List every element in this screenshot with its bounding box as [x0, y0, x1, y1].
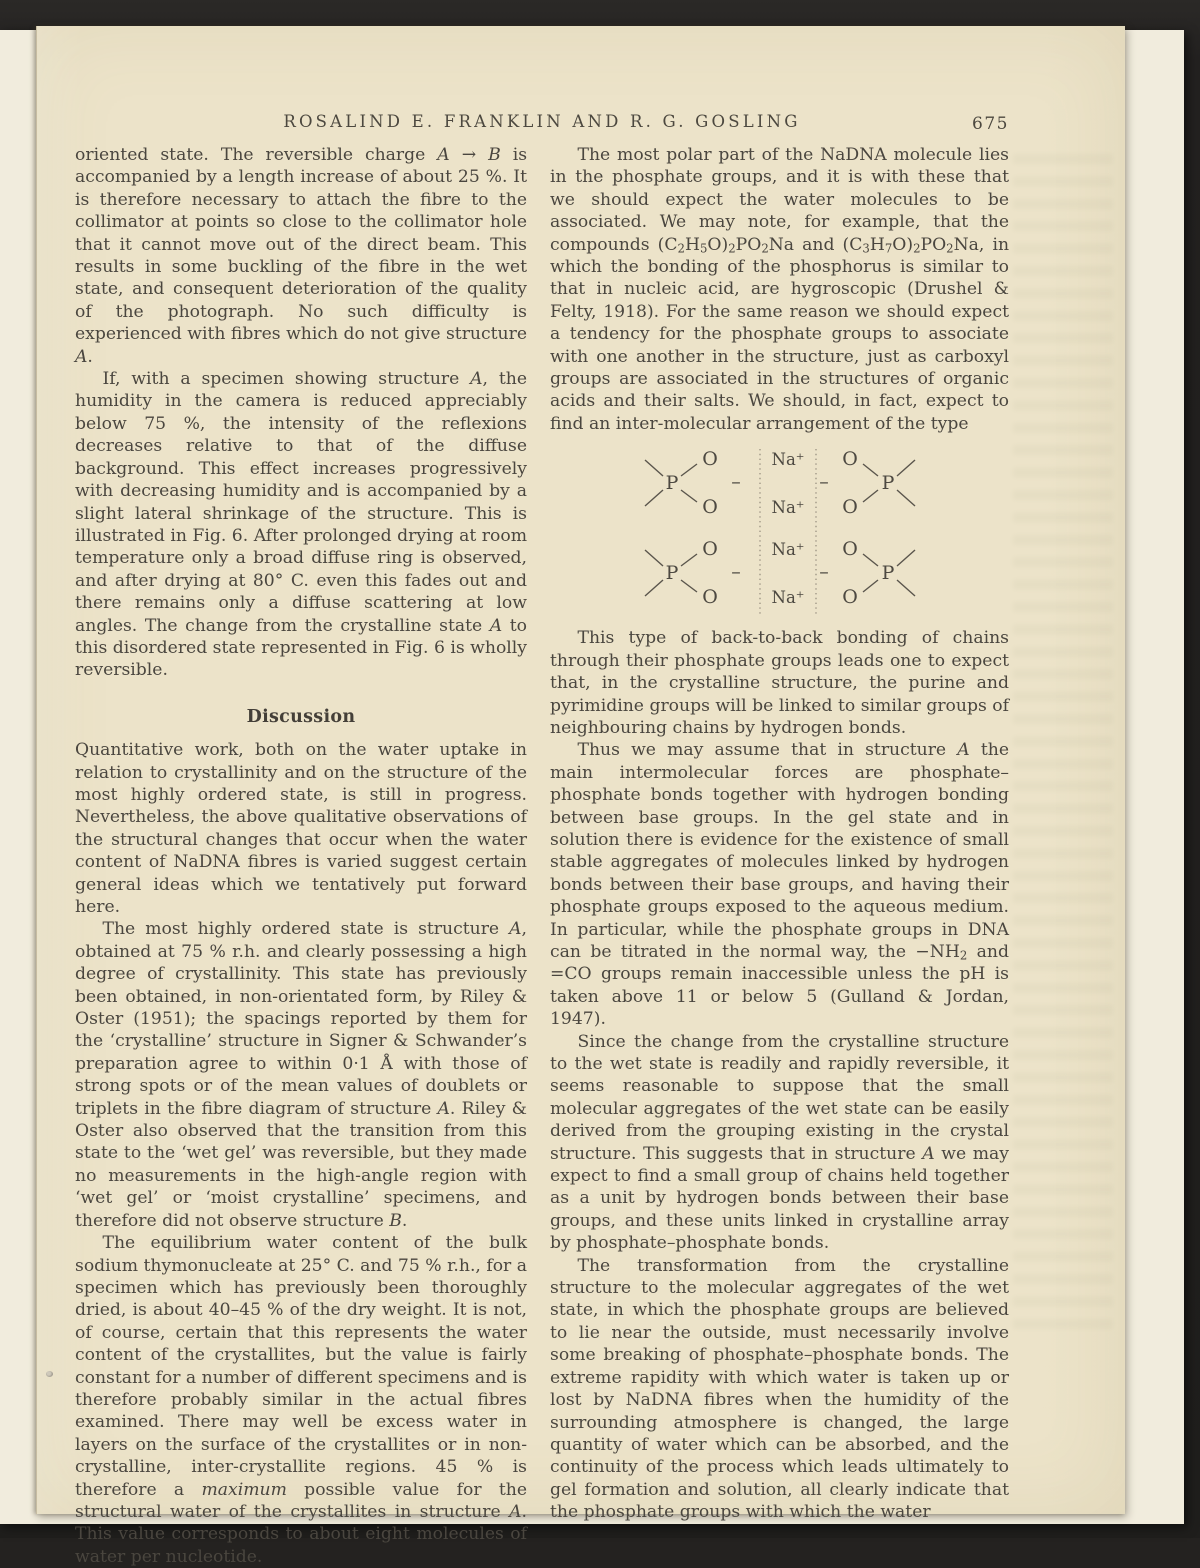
- minus-sign: –: [818, 471, 829, 494]
- bond-line: [897, 460, 915, 476]
- phosphorus-label: P: [665, 472, 678, 495]
- bond-line: [897, 550, 915, 566]
- paragraph-equilibrium-water: The equilibrium water content of the bulk sodium thymonucleate at 25° C. and 75 % r.h., for a specimen which has previously been thoroughly dried, is about 40–45 % of the dry weight. It is not, of course, certain that this represents the water content of the crystallites, but the value is fairly constant for a number of different specimens and is therefore probably similar in the actual fibres examined. There may well be excess water in layers on the surface of the crystallites or in non-crystalline, inter-crystallite regions. 45 % is therefore a maximum possible value for the structural water of the crystallites in structure A. This value corresponds to about eight molecules of water per nucleotide.: [75, 1233, 528, 1567]
- bond-line: [897, 580, 915, 596]
- phosphorus-label: P: [881, 562, 894, 585]
- running-head: [75, 112, 1009, 140]
- oxygen-label: O: [701, 448, 718, 471]
- bond-line: [645, 490, 663, 506]
- bond-line: [681, 490, 697, 502]
- paragraph-reversible-change: Since the change from the crystalline structure to the wet state is readily and rapidly reversible, it seems reasonable to suppose that the small molecular aggregates of the wet state can be easily derived from the grouping existing in the crystal structure. This suggests that in structure A we may expect to find a small group of chains held together as a unit by hydrogen bonds between their base groups, and these units linked in crystalline array by phosphate–phosphate bonds.: [550, 1031, 1009, 1254]
- sodium-ion-label: Na⁺: [771, 450, 804, 470]
- oxygen-label: O: [841, 538, 858, 561]
- bond-line: [897, 490, 915, 506]
- paragraph-transformation: The transformation from the crystalline structure to the molecular aggregates of the wet state, in which the phosphate groups are believed to lie near the outside, must necessarily involve some breaking of phosphate–phosphate bonds. The extreme rapidity with which water is taken up or lost by NaDNA fibres when the humidity of the surrounding atmosphere is changed, the large quantity of water which can be absorbed, and the continuity of the process which leads ultimately to gel formation and solution, all clearly indicate that the phosphate groups with which the water: [550, 1255, 1009, 1523]
- page-number: 675: [972, 114, 1009, 134]
- paragraph-back-to-back-bonding: This type of back-to-back bonding of chains through their phosphate groups leads one to expect that, in the crystalline structure, the purine and pyrimidine groups will be linked to similar groups of neighbouring chains by hydrogen bonds.: [550, 628, 1009, 738]
- bond-line: [645, 550, 663, 566]
- phosphate-pair-unit: [645, 448, 915, 518]
- sodium-ion-label: Na⁺: [771, 540, 804, 560]
- journal-page: [36, 26, 1125, 1567]
- scan-speck: [46, 1371, 53, 1377]
- right-column: [550, 144, 1009, 1524]
- oxygen-label: O: [841, 496, 858, 519]
- left-column: [75, 144, 527, 1568]
- bond-line: [681, 554, 697, 566]
- running-head-authors: ROSALIND E. FRANKLIN AND R. G. GOSLING: [283, 112, 801, 131]
- phosphate-bonding-diagram: [630, 445, 930, 621]
- paragraph-humidity-reduction: If, with a specimen showing structure A, the humidity in the camera is reduced appreciably below 75 %, the intensity of the reflexions decreases relative to that of the diffuse background. This effect increases progressively with decreasing humidity and is accompanied by a slight lateral shrinkage of the structure. This is illustrated in Fig. 6. After prolonged drying at room temperature only a broad diffuse ring is observed, and after drying at 80° C. even this fades out and there remains only a diffuse scattering at low angles. The change from the crystalline state A to this disordered state represented in Fig. 6 is wholly reversible.: [75, 369, 528, 681]
- reverse-side-show-through: [1013, 154, 1113, 1334]
- oxygen-label: O: [701, 538, 718, 561]
- bond-line: [863, 580, 878, 592]
- oxygen-label: O: [701, 586, 718, 609]
- sodium-ion-label: Na⁺: [771, 588, 804, 608]
- paragraph-most-polar-part: The most polar part of the NaDNA molecule lies in the phosphate groups, and it is with these that we should expect the water molecules to be associated. We may note, for example, that the compounds $(C_2H_5O)_2PO_2Na$ and $(C_3H_7O)_2PO_2Na$, in which the bonding of the phosphorus is similar to that in nucleic acid, are hygroscopic (Drushel & Felty, 1918). For the same reason we should expect a tendency for the phosphate groups to associate with one another in the structure, just as carboxyl groups are associated in the structures of organic acids and their salts. We should, in fact, expect to find an inter-molecular arrangement of the type: [550, 145, 1010, 434]
- oxygen-label: O: [841, 586, 858, 609]
- minus-sign: –: [730, 561, 741, 584]
- section-heading-discussion: Discussion: [246, 706, 356, 727]
- bond-line: [681, 580, 697, 592]
- paragraph-quantitative-work: Quantitative work, both on the water uptake in relation to crystallinity and on the structure of the most highly ordered state, is still in progress. Nevertheless, the above qualitative observations of the structural changes that occur when the water content of NaDNA fibres is varied suggest certain general ideas which we tentatively put forward here.: [75, 740, 527, 917]
- oxygen-label: O: [701, 496, 718, 519]
- bond-line: [645, 580, 663, 596]
- paragraph-structure-a-forces: Thus we may assume that in structure A the main intermolecular forces are phosphate–phosphate bonds together with hydrogen bonding between base groups. In the gel state and in solution there is evidence for the existence of small stable aggregates of molecules linked by hydrogen bonds between their base groups, and having their phosphate groups exposed to the aqueous medium. In particular, while the phosphate groups in DNA can be titrated in the normal way, the $-NH_2$ and =CO groups remain inaccessible unless the pH is taken above 11 or below 5 (Gulland & Jordan, 1947).: [550, 740, 1009, 1030]
- bond-line: [681, 464, 697, 476]
- phosphorus-label: P: [665, 562, 678, 585]
- minus-sign: –: [730, 471, 741, 494]
- phosphate-diagram-svg: [630, 445, 930, 621]
- bond-line: [863, 464, 878, 476]
- phosphorus-label: P: [881, 472, 894, 495]
- sodium-ion-label: Na⁺: [771, 498, 804, 518]
- bond-line: [863, 490, 878, 502]
- paragraph-most-ordered-state: The most highly ordered state is structure A, obtained at 75 % r.h. and clearly possessing a high degree of crystallinity. This state has previously been obtained, in non-orientated form, by Riley & Oster (1951); the spacings reported by them for the ‘crystalline’ structure in Signer & Schwander’s preparation agree to within 0·1 Å with those of strong spots or of the mean values of doublets or triplets in the fibre diagram of structure A. Riley & Oster also observed that the transition from this state to the ‘wet gel’ was reversible, but they made no measurements in the high-angle region with ‘wet gel’ or ‘moist crystalline’ specimens, and therefore did not observe structure B.: [75, 919, 527, 1231]
- oxygen-label: O: [841, 448, 858, 471]
- phosphate-pair-unit: [645, 538, 915, 608]
- minus-sign: –: [818, 561, 829, 584]
- paragraph-oriented-state: oriented state. The reversible charge A → B is accompanied by a length increase of about 25 %. It is therefore necessary to attach the fibre to the collimator at points so close to the collimator hole that it cannot move out of the direct beam. This results in some buckling of the fibre in the wet state, and consequent deterioration of the quality of the photograph. No such difficulty is experienced with fibres which do not give structure A.: [75, 145, 528, 367]
- bond-line: [863, 554, 878, 566]
- bond-line: [645, 460, 663, 476]
